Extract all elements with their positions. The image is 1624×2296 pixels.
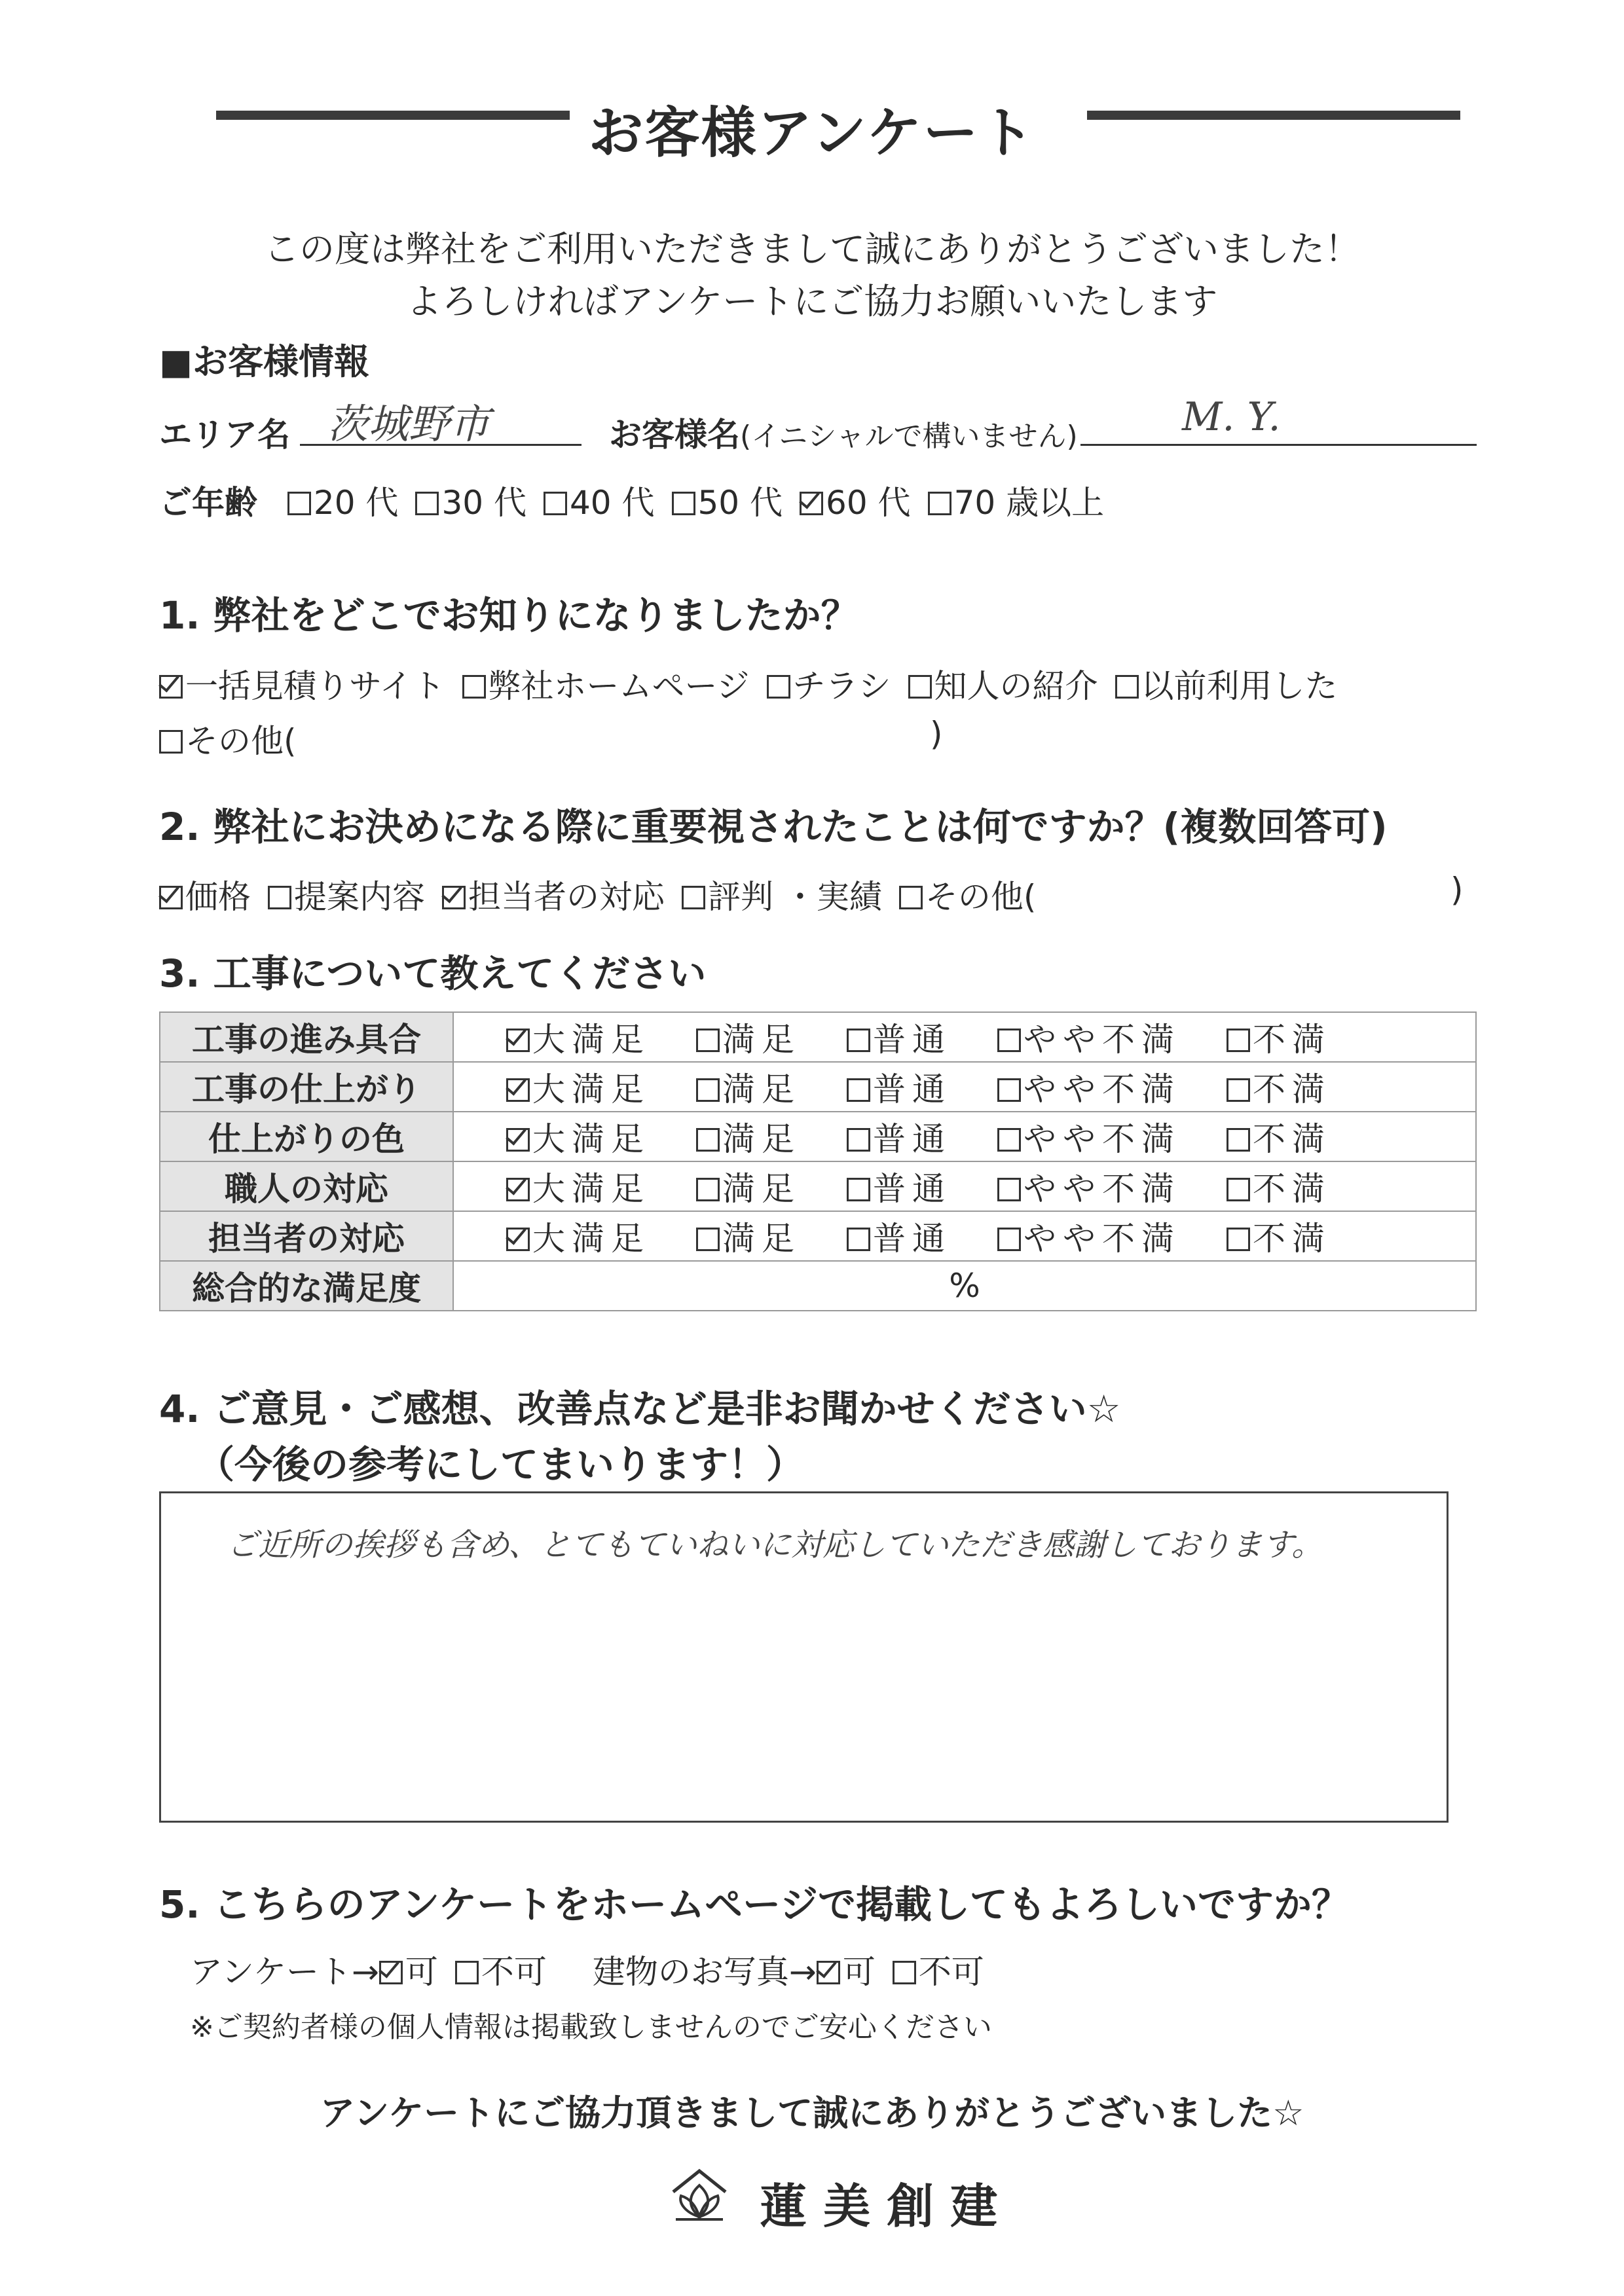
- rating-label: 大満足: [532, 1170, 650, 1208]
- rating-checkbox[interactable]: [1227, 1228, 1250, 1251]
- q1-checkbox[interactable]: [908, 675, 932, 699]
- company-name: 蓮 美 創 建: [760, 2179, 998, 2234]
- rating-label: 普通: [873, 1170, 951, 1208]
- row-label: 担当者の対応: [160, 1211, 453, 1261]
- age-row: [159, 477, 1121, 524]
- page-title: お客様アンケート: [588, 101, 1036, 165]
- q2-option-label: 価格: [185, 878, 251, 916]
- age-checkbox[interactable]: [544, 492, 567, 515]
- q1-option-label: 一括見積りサイト: [185, 667, 445, 705]
- rating-checkbox[interactable]: [506, 1029, 530, 1052]
- rating-options: [453, 1012, 1476, 1062]
- name-label: お客様名: [609, 416, 740, 454]
- name-underline: [1080, 444, 1477, 446]
- age-label: ご年齢: [159, 484, 257, 522]
- rating-checkbox[interactable]: [847, 1178, 870, 1201]
- name-value[interactable]: M. Y.: [1182, 394, 1281, 440]
- q5-note: ※ご契約者様の個人情報は掲載致しませんのでご安心ください: [190, 2011, 992, 2044]
- rating-label: やや不満: [1024, 1170, 1181, 1208]
- q1-heading: 1. 弊社をどこでお知りになりましたか？: [159, 593, 859, 638]
- rating-label: やや不満: [1024, 1120, 1181, 1158]
- rating-label: 普通: [873, 1070, 951, 1108]
- survey-no-checkbox[interactable]: [455, 1961, 479, 1984]
- q1-other-row: [159, 715, 297, 762]
- photo-no-label: 不可: [918, 1953, 984, 1991]
- q2-option-label: 提案内容: [294, 878, 425, 916]
- comment-text: ご近所の挨拶も含め、とてもていねいに対応していただき感謝しております。: [227, 1527, 1323, 1563]
- rating-checkbox[interactable]: [506, 1078, 530, 1102]
- overall-unit: %: [949, 1267, 980, 1305]
- survey-no-label: 不可: [481, 1953, 547, 1991]
- satisfaction-table: [159, 1011, 1477, 1311]
- rating-checkbox[interactable]: [847, 1128, 870, 1152]
- q5-options-row: [190, 1946, 984, 1993]
- rating-label: 不満: [1253, 1021, 1331, 1059]
- age-option-label: 70 歳以上: [953, 484, 1105, 522]
- q1-checkbox[interactable]: [159, 675, 183, 699]
- q1-other-close: ): [930, 715, 943, 753]
- age-option-label: 30 代: [441, 484, 526, 522]
- q1-option-label: 以前利用した: [1141, 667, 1338, 705]
- overall-label: 総合的な満足度: [160, 1261, 453, 1311]
- q1-option-label: 知人の紹介: [934, 667, 1098, 705]
- rating-checkbox[interactable]: [847, 1078, 870, 1102]
- rating-label: 満足: [722, 1021, 801, 1059]
- row-label: 職人の対応: [160, 1161, 453, 1211]
- customer-info-heading: ■お客様情報: [159, 341, 370, 382]
- rating-checkbox[interactable]: [1227, 1078, 1250, 1102]
- table-row: [160, 1112, 1476, 1161]
- q1-checkbox[interactable]: [462, 675, 486, 699]
- row-label: 工事の進み具合: [160, 1012, 453, 1062]
- rating-label: やや不満: [1024, 1021, 1181, 1059]
- rating-checkbox[interactable]: [1227, 1029, 1250, 1052]
- rating-checkbox[interactable]: [997, 1078, 1021, 1102]
- rating-checkbox[interactable]: [847, 1228, 870, 1251]
- q1-option-label: チラシ: [792, 667, 891, 705]
- name-label-group: [609, 409, 1078, 456]
- survey-label: アンケート→: [190, 1953, 379, 1991]
- q2-options: [159, 871, 1053, 918]
- rating-label: やや不満: [1024, 1220, 1181, 1258]
- intro-line-2: よろしければアンケートにご協力お願いいたします: [406, 281, 1218, 322]
- age-option-label: 40 代: [569, 484, 655, 522]
- q2-option-label: 担当者の対応: [468, 878, 665, 916]
- rating-options: [453, 1062, 1476, 1112]
- rating-label: 普通: [873, 1021, 951, 1059]
- row-label: 仕上がりの色: [160, 1112, 453, 1161]
- q4-heading-1: 4. ご意見・ご感想、改善点など是非お聞かせください☆: [159, 1387, 1121, 1431]
- table-row: [160, 1161, 1476, 1211]
- rating-checkbox[interactable]: [997, 1178, 1021, 1201]
- rating-label: 満足: [722, 1070, 801, 1108]
- table-row: [160, 1062, 1476, 1112]
- rating-checkbox[interactable]: [696, 1128, 720, 1152]
- age-checkbox[interactable]: [672, 492, 695, 515]
- rating-label: 大満足: [532, 1220, 650, 1258]
- q2-option-label: その他(: [925, 878, 1037, 916]
- area-label: エリア名: [159, 416, 290, 454]
- q2-checkbox[interactable]: [899, 886, 923, 909]
- rating-options: [453, 1161, 1476, 1211]
- rating-checkbox[interactable]: [997, 1128, 1021, 1152]
- table-row: [160, 1012, 1476, 1062]
- rating-checkbox[interactable]: [506, 1228, 530, 1251]
- age-options: [287, 484, 1121, 522]
- q1-other-label: その他(: [185, 722, 297, 760]
- rating-label: 不満: [1253, 1070, 1331, 1108]
- q2-heading: 2. 弊社にお決めになる際に重要視されたことは何ですか？(複数回答可): [159, 805, 1388, 849]
- rating-label: 不満: [1253, 1220, 1331, 1258]
- age-checkbox[interactable]: [415, 492, 439, 515]
- photo-yes-checkbox[interactable]: [817, 1961, 840, 1984]
- q4-heading-2: （今後の参考にしてまいります！）: [196, 1442, 805, 1487]
- rating-checkbox[interactable]: [1227, 1178, 1250, 1201]
- age-checkbox[interactable]: [287, 492, 311, 515]
- rating-checkbox[interactable]: [997, 1228, 1021, 1251]
- q1-checkbox[interactable]: [1115, 675, 1139, 699]
- survey-yes-checkbox[interactable]: [379, 1961, 403, 1984]
- rating-label: 満足: [722, 1220, 801, 1258]
- q2-checkbox[interactable]: [442, 886, 466, 909]
- q2-option-label: 評判 ・実績: [708, 878, 882, 916]
- lotus-logo-icon: [667, 2166, 732, 2225]
- area-value[interactable]: 茨城野市: [327, 400, 490, 448]
- q1-option-label: 弊社ホームページ: [488, 667, 750, 705]
- rating-label: 満足: [722, 1170, 801, 1208]
- q2-checkbox[interactable]: [268, 886, 291, 909]
- rating-checkbox[interactable]: [696, 1029, 720, 1052]
- rating-options: [453, 1211, 1476, 1261]
- photo-label: 建物のお写真→: [592, 1953, 817, 1991]
- rating-checkbox[interactable]: [506, 1128, 530, 1152]
- thanks-message: アンケートにご協力頂きまして誠にありがとうございました☆: [320, 2092, 1304, 2134]
- rating-checkbox[interactable]: [696, 1228, 720, 1251]
- rating-options: [453, 1112, 1476, 1161]
- age-option-label: 20 代: [313, 484, 399, 522]
- q2-checkbox[interactable]: [682, 886, 705, 909]
- overall-input[interactable]: [453, 1261, 1476, 1311]
- age-option-label: 50 代: [697, 484, 783, 522]
- rating-checkbox[interactable]: [696, 1178, 720, 1201]
- photo-yes-label: 可: [842, 1953, 876, 1991]
- q3-heading: 3. 工事について教えてください: [159, 951, 707, 996]
- rating-label: 不満: [1253, 1170, 1331, 1208]
- q1-checkbox[interactable]: [767, 675, 790, 699]
- q5-heading: 5. こちらのアンケートをホームページで掲載してもよろしいですか？: [159, 1882, 1350, 1927]
- q1-other-checkbox[interactable]: [159, 730, 183, 754]
- name-note: (イニシャルで構いません): [740, 420, 1078, 453]
- rating-checkbox[interactable]: [696, 1078, 720, 1102]
- age-option-label: 60 代: [826, 484, 911, 522]
- rating-label: 満足: [722, 1120, 801, 1158]
- rating-label: 大満足: [532, 1021, 650, 1059]
- q2-other-close: ): [1450, 871, 1464, 909]
- table-row: [160, 1211, 1476, 1261]
- age-checkbox[interactable]: [928, 492, 951, 515]
- rating-checkbox[interactable]: [506, 1178, 530, 1201]
- rating-checkbox[interactable]: [997, 1029, 1021, 1052]
- rating-label: 大満足: [532, 1120, 650, 1158]
- rating-label: 大満足: [532, 1070, 650, 1108]
- q2-checkbox[interactable]: [159, 886, 183, 909]
- comment-box[interactable]: [159, 1491, 1449, 1823]
- q1-options: [159, 660, 1355, 707]
- age-checkbox[interactable]: [800, 492, 823, 515]
- row-label: 工事の仕上がり: [160, 1062, 453, 1112]
- intro-line-1: この度は弊社をご利用いただきまして誠にありがとうございました！: [264, 228, 1360, 270]
- rating-label: 不満: [1253, 1120, 1331, 1158]
- rating-checkbox[interactable]: [847, 1029, 870, 1052]
- overall-row: [160, 1261, 1476, 1311]
- rating-checkbox[interactable]: [1227, 1128, 1250, 1152]
- survey-yes-label: 可: [405, 1953, 438, 1991]
- rating-label: 普通: [873, 1120, 951, 1158]
- rating-label: やや不満: [1024, 1070, 1181, 1108]
- photo-no-checkbox[interactable]: [893, 1961, 916, 1984]
- rating-label: 普通: [873, 1220, 951, 1258]
